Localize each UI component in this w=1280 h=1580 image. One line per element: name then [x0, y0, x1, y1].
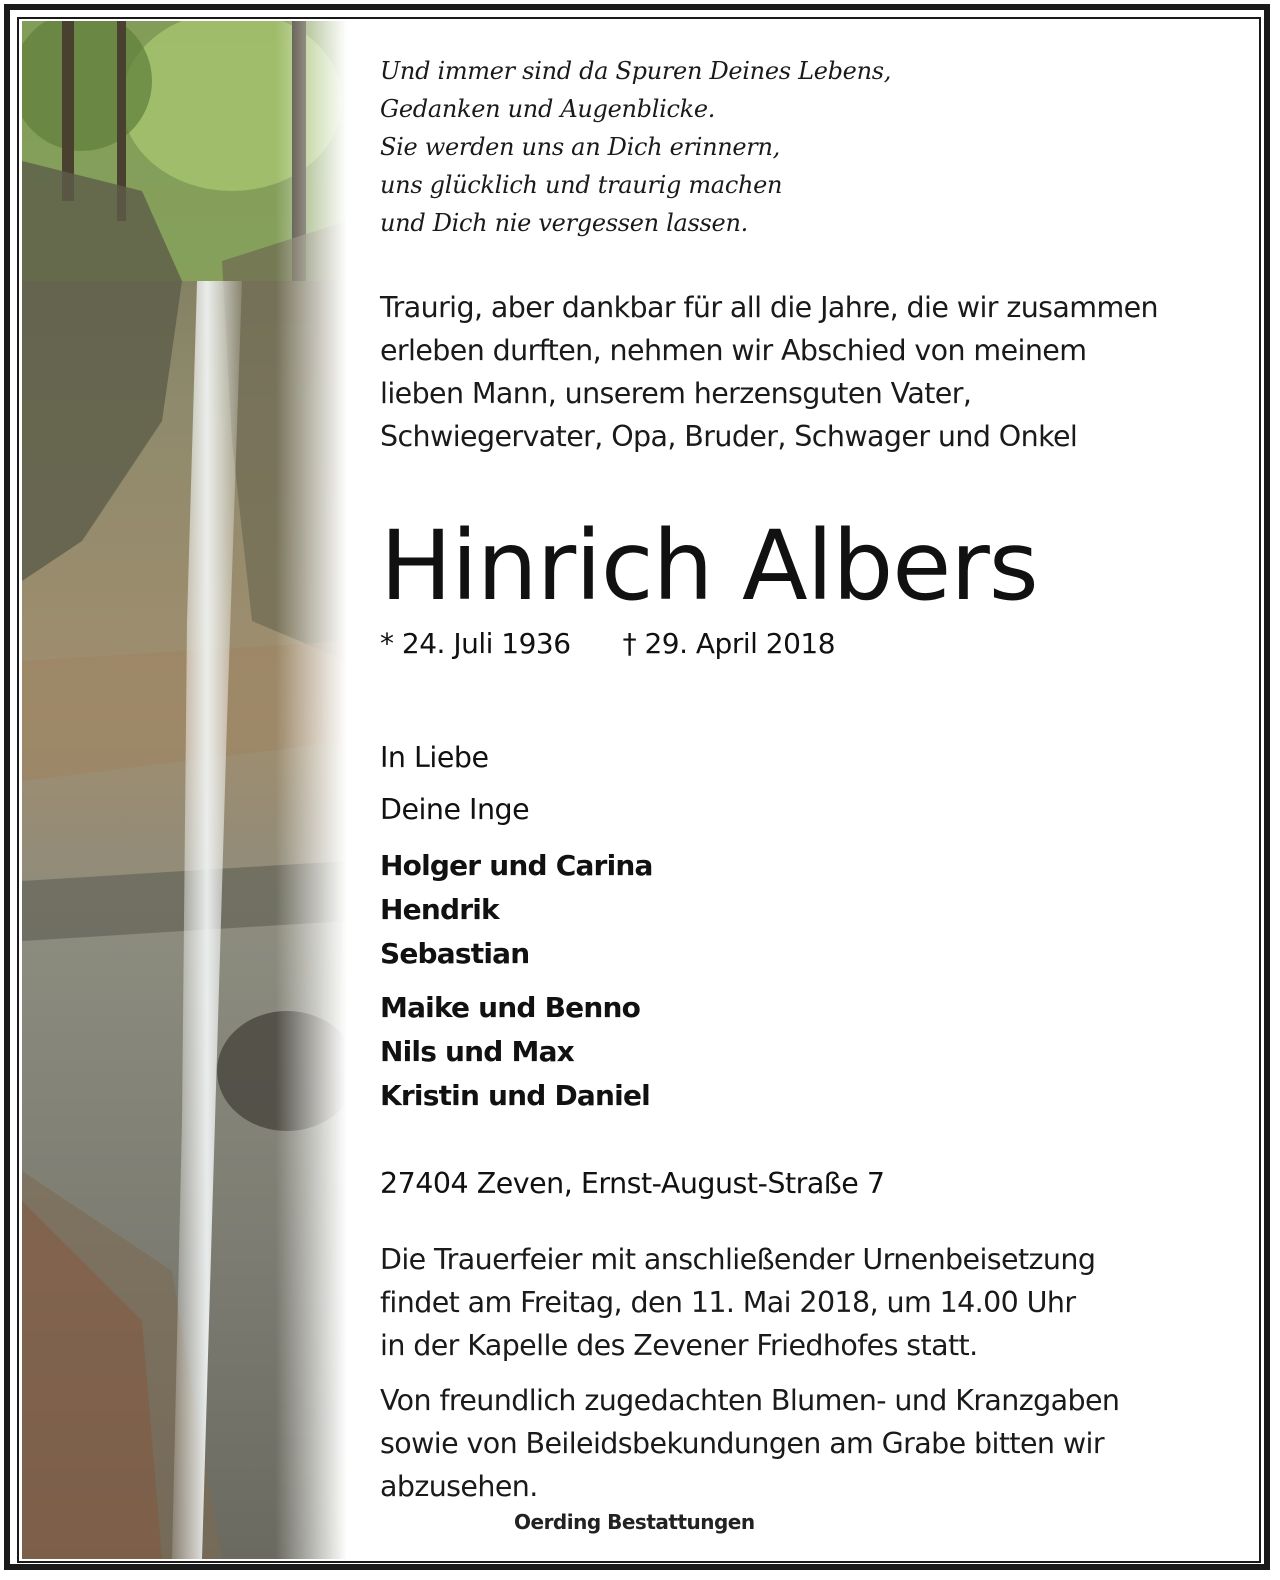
poem-line: Sie werden uns an Dich erinnern,: [380, 133, 780, 161]
birth-date: * 24. Juli 1936: [380, 627, 571, 660]
notice-line: in der Kapelle des Zevener Friedhofes statt.: [380, 1329, 978, 1362]
notice-line: Von freundlich zugedachten Blumen- und Kranzgaben: [380, 1384, 1120, 1417]
life-dates: [380, 626, 1230, 662]
deceased-name: Hinrich Albers: [380, 510, 1038, 622]
memorial-poem: [380, 52, 1230, 242]
poem-line: und Dich nie vergessen lassen.: [380, 209, 748, 237]
family-address: 27404 Zeven, Ernst-August-Straße 7: [380, 1167, 885, 1200]
family-group-2: [380, 986, 1230, 1118]
intro-line: Traurig, aber dankbar für all die Jahre, die wir zusammen: [380, 291, 1159, 324]
poem-line: Gedanken und Augenblicke.: [380, 95, 716, 123]
notice-line: sowie von Beileidsbekundungen am Grabe bitten wir: [380, 1427, 1104, 1460]
notice-line: abzusehen.: [380, 1470, 538, 1503]
intro-line: lieben Mann, unserem herzensguten Vater,: [380, 377, 972, 410]
intro-paragraph: [380, 286, 1230, 458]
service-notice: [380, 1238, 1230, 1367]
family-member: Maike und Benno: [380, 991, 641, 1024]
in-love-line: In Liebe: [380, 741, 489, 774]
family-member: Nils und Max: [380, 1035, 574, 1068]
poem-line: Und immer sind da Spuren Deines Lebens,: [380, 57, 892, 85]
notice-line: Die Trauerfeier mit anschließender Urnenbeisetzung: [380, 1243, 1096, 1276]
family-group-1: [380, 844, 1230, 976]
flowers-notice: [380, 1379, 1230, 1508]
intro-line: erleben durften, nehmen wir Abschied von meinem: [380, 334, 1087, 367]
family-member: Hendrik: [380, 893, 499, 926]
intro-line: Schwiegervater, Opa, Bruder, Schwager und Onkel: [380, 420, 1078, 453]
family-member: Kristin und Daniel: [380, 1079, 650, 1112]
poem-line: uns glücklich und traurig machen: [380, 171, 783, 199]
notice-line: findet am Freitag, den 11. Mai 2018, um 14.00 Uhr: [380, 1286, 1076, 1319]
obituary-text: [380, 52, 1230, 1508]
death-date: † 29. April 2018: [622, 627, 836, 660]
family-member: Holger und Carina: [380, 849, 653, 882]
waterfall-photo: [22, 21, 347, 1559]
spouse-name: Deine Inge: [380, 793, 530, 826]
undertaker-credit: Oerding Bestattungen: [514, 1510, 755, 1534]
family-member: Sebastian: [380, 937, 530, 970]
